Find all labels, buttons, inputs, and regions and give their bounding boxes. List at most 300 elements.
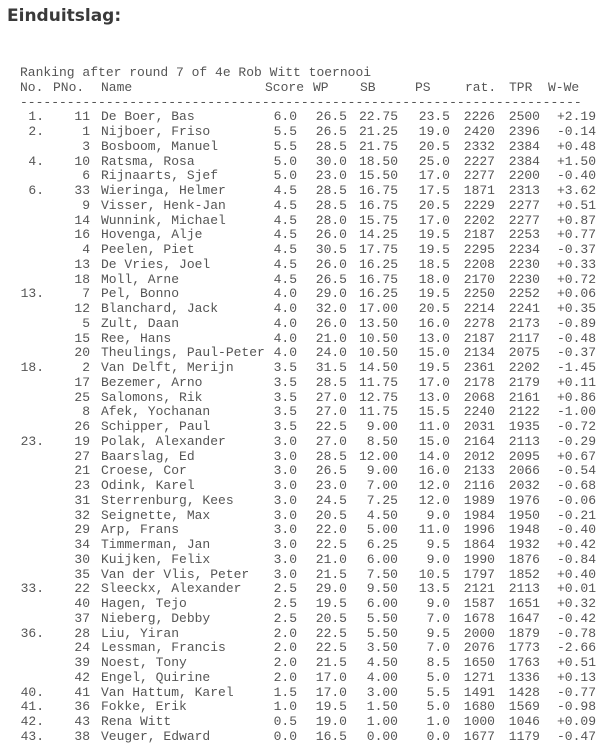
cell-ps: 15.5 <box>418 404 450 420</box>
cell-wp: 23.0 <box>315 168 347 184</box>
cell-name: Van Hattum, Karel <box>101 684 234 700</box>
cell-wwe: -0.48 <box>556 330 596 346</box>
cell-no <box>20 273 44 288</box>
table-header-row <box>20 81 601 96</box>
cell-wwe: -0.06 <box>556 492 596 508</box>
cell-tpr: 2500 <box>508 109 540 125</box>
cell-sb: 16.75 <box>358 271 398 287</box>
cell-wwe: +0.51 <box>556 197 596 213</box>
cell-wwe: +0.42 <box>556 537 596 552</box>
cell-wwe: +0.51 <box>556 655 596 670</box>
cell-pno: 29 <box>74 522 90 538</box>
cell-tpr: 2161 <box>508 389 540 405</box>
cell-wp: 26.5 <box>315 109 347 125</box>
cell-rat: 2000 <box>463 625 495 641</box>
cell-name: Schipper, Paul <box>101 419 211 434</box>
cell-pno: 18 <box>74 271 90 287</box>
table-row <box>20 568 601 583</box>
cell-pno: 5 <box>82 315 90 331</box>
table-row <box>20 715 601 730</box>
cell-tpr: 2313 <box>508 183 540 198</box>
cell-score: 4.5 <box>273 183 297 198</box>
cell-wwe: +0.35 <box>556 301 596 316</box>
cell-wp: 27.0 <box>315 433 347 449</box>
cell-sb: 15.75 <box>358 212 398 228</box>
cell-no: 13. <box>20 286 44 302</box>
cell-ps: 19.5 <box>418 286 450 302</box>
cell-pno: 39 <box>74 655 90 670</box>
cell-sb: 18.50 <box>358 153 398 169</box>
cell-wp: 20.5 <box>315 507 347 523</box>
table-row <box>20 523 601 538</box>
table-row <box>20 361 601 376</box>
cell-name: Rena Witt <box>101 714 172 729</box>
cell-rat: 1797 <box>463 566 495 582</box>
cell-wp: 22.5 <box>315 419 347 434</box>
cell-name: Liu, Yiran <box>101 625 180 641</box>
cell-score: 3.5 <box>273 404 297 420</box>
cell-wwe: +1.50 <box>556 153 596 169</box>
cell-pno: 34 <box>74 537 90 552</box>
cell-name: Croese, Cor <box>101 463 187 479</box>
cell-no <box>20 376 44 391</box>
cell-wp: 22.5 <box>315 625 347 641</box>
cell-ps: 10.5 <box>418 566 450 582</box>
cell-name: Sleeckx, Alexander <box>101 581 242 597</box>
cell-pno: 15 <box>74 330 90 346</box>
cell-ps: 17.0 <box>418 212 450 228</box>
cell-no <box>20 671 44 686</box>
cell-sb: 17.00 <box>358 301 398 316</box>
cell-sb: 16.25 <box>358 286 398 302</box>
cell-score: 3.0 <box>273 537 297 552</box>
cell-name: Visser, Henk-Jan <box>101 197 226 213</box>
cell-wp: 27.0 <box>315 389 347 405</box>
cell-wp: 20.5 <box>315 610 347 626</box>
cell-tpr: 1336 <box>508 669 540 685</box>
cell-ps: 8.5 <box>426 655 450 670</box>
cell-wp: 26.5 <box>315 463 347 479</box>
cell-score: 3.0 <box>273 448 297 464</box>
cell-sb: 4.50 <box>366 507 398 523</box>
cell-wp: 22.0 <box>315 522 347 538</box>
cell-no <box>20 568 44 583</box>
cell-ps: 11.0 <box>418 419 450 434</box>
table-row <box>20 125 601 140</box>
cell-wp: 21.0 <box>315 330 347 346</box>
table-row <box>20 376 601 391</box>
cell-wwe: -0.29 <box>556 433 596 449</box>
cell-wp: 28.5 <box>315 448 347 464</box>
cell-no <box>20 169 44 184</box>
cell-sb: 16.75 <box>358 197 398 213</box>
cell-name: Theulings, Paul-Peter <box>101 345 265 361</box>
cell-no <box>20 450 44 465</box>
cell-no <box>20 494 44 509</box>
cell-name: Bosboom, Manuel <box>101 138 219 154</box>
table-row <box>20 612 601 627</box>
cell-wwe: +0.67 <box>556 448 596 464</box>
table-row <box>20 627 601 642</box>
cell-tpr: 2113 <box>508 581 540 597</box>
cell-name: Engel, Quirine <box>101 669 211 685</box>
cell-score: 5.0 <box>273 153 297 169</box>
cell-rat: 2187 <box>463 330 495 346</box>
cell-tpr: 2179 <box>508 374 540 390</box>
cell-name: Polak, Alexander <box>101 433 226 449</box>
cell-name: Kuijken, Felix <box>101 551 211 567</box>
cell-name: Nijboer, Friso <box>101 124 211 139</box>
cell-ps: 9.5 <box>426 625 450 641</box>
cell-wp: 19.0 <box>315 714 347 729</box>
cell-wwe: -0.21 <box>556 507 596 523</box>
cell-tpr: 1976 <box>508 492 540 508</box>
cell-tpr: 2234 <box>508 242 540 257</box>
cell-score: 2.5 <box>273 596 297 611</box>
cell-score: 5.5 <box>273 138 297 154</box>
cell-score: 2.0 <box>273 655 297 670</box>
column-header-wp: WP <box>313 79 329 95</box>
cell-no: 43. <box>20 728 44 744</box>
cell-rat: 1677 <box>463 728 495 744</box>
cell-name: Ratsma, Rosa <box>101 153 195 169</box>
cell-name: Afek, Yochanan <box>101 404 211 420</box>
table-row <box>20 273 601 288</box>
cell-no: 36. <box>20 625 44 641</box>
cell-wwe: -0.72 <box>556 419 596 434</box>
cell-pno: 28 <box>74 625 90 641</box>
cell-wp: 30.5 <box>315 242 347 257</box>
cell-wp: 16.5 <box>315 728 347 744</box>
column-header-tpr: TPR <box>509 79 533 95</box>
table-row <box>20 258 601 273</box>
cell-no: 42. <box>20 714 44 729</box>
cell-wp: 21.5 <box>315 566 347 582</box>
cell-wp: 17.0 <box>315 669 347 685</box>
page-title: Einduitslag: <box>7 6 122 26</box>
cell-sb: 10.50 <box>358 345 398 361</box>
cell-wwe: +2.19 <box>556 109 596 125</box>
cell-ps: 25.0 <box>418 153 450 169</box>
cell-wwe: +3.62 <box>556 183 596 198</box>
cell-rat: 2250 <box>463 286 495 302</box>
cell-no: 18. <box>20 360 44 375</box>
cell-rat: 2420 <box>463 124 495 139</box>
cell-name: Arp, Frans <box>101 522 180 538</box>
cell-wp: 26.0 <box>315 256 347 272</box>
cell-sb: 1.50 <box>366 699 398 715</box>
cell-sb: 7.50 <box>366 566 398 582</box>
cell-rat: 2227 <box>463 153 495 169</box>
cell-ps: 9.0 <box>426 507 450 523</box>
cell-score: 1.0 <box>273 699 297 715</box>
cell-pno: 31 <box>74 492 90 508</box>
cell-sb: 12.75 <box>358 389 398 405</box>
cell-tpr: 2230 <box>508 271 540 287</box>
table-row <box>20 243 601 258</box>
cell-name: Hagen, Tejo <box>101 596 187 611</box>
cell-pno: 17 <box>74 374 90 390</box>
cell-rat: 2214 <box>463 301 495 316</box>
cell-ps: 9.0 <box>426 551 450 567</box>
cell-sb: 15.50 <box>358 168 398 184</box>
cell-sb: 21.25 <box>358 124 398 139</box>
cell-no <box>20 302 44 317</box>
cell-rat: 1680 <box>463 699 495 715</box>
cell-ps: 5.5 <box>426 684 450 700</box>
cell-wp: 30.0 <box>315 153 347 169</box>
cell-no <box>20 597 44 612</box>
cell-name: Ree, Hans <box>101 330 172 346</box>
cell-rat: 2202 <box>463 212 495 228</box>
cell-wwe: +0.13 <box>556 669 596 685</box>
cell-pno: 1 <box>82 124 90 139</box>
cell-pno: 40 <box>74 596 90 611</box>
table-separator: ------------------------------------------------------------------------ <box>20 94 582 110</box>
cell-no: 40. <box>20 684 44 700</box>
cell-name: Veuger, Edward <box>101 728 211 744</box>
cell-tpr: 2384 <box>508 138 540 154</box>
cell-pno: 3 <box>82 138 90 154</box>
cell-ps: 13.0 <box>418 389 450 405</box>
cell-tpr: 1569 <box>508 699 540 715</box>
cell-ps: 5.0 <box>426 669 450 685</box>
table-row <box>20 110 601 125</box>
cell-ps: 12.0 <box>418 478 450 493</box>
cell-pno: 25 <box>74 389 90 405</box>
cell-rat: 2076 <box>463 640 495 656</box>
cell-sb: 10.50 <box>358 330 398 346</box>
cell-tpr: 1876 <box>508 551 540 567</box>
cell-name: Lessman, Francis <box>101 640 226 656</box>
cell-pno: 33 <box>74 183 90 198</box>
cell-score: 3.0 <box>273 463 297 479</box>
cell-wp: 24.0 <box>315 345 347 361</box>
cell-pno: 36 <box>74 699 90 715</box>
cell-wwe: -0.98 <box>556 699 596 715</box>
cell-wp: 27.0 <box>315 404 347 420</box>
cell-name: De Vries, Joel <box>101 256 211 272</box>
cell-rat: 1678 <box>463 610 495 626</box>
cell-pno: 20 <box>74 345 90 361</box>
table-row <box>20 317 601 332</box>
cell-ps: 20.5 <box>418 197 450 213</box>
table-caption: Ranking after round 7 of 4e Rob Witt toernooi <box>20 65 372 80</box>
column-header-name: Name <box>101 79 133 95</box>
cell-tpr: 1852 <box>508 566 540 582</box>
cell-rat: 1650 <box>463 655 495 670</box>
cell-pno: 43 <box>74 714 90 729</box>
cell-tpr: 1179 <box>508 728 540 744</box>
cell-no: 4. <box>28 153 44 169</box>
cell-tpr: 2384 <box>508 153 540 169</box>
cell-wp: 28.5 <box>315 138 347 154</box>
cell-pno: 9 <box>82 197 90 213</box>
cell-score: 4.0 <box>273 301 297 316</box>
table-row <box>20 450 601 465</box>
cell-sb: 5.00 <box>366 522 398 538</box>
table-row <box>20 214 601 229</box>
cell-ps: 17.5 <box>418 183 450 198</box>
cell-score: 3.5 <box>273 419 297 434</box>
cell-tpr: 2122 <box>508 404 540 420</box>
cell-wwe: +0.06 <box>556 286 596 302</box>
cell-wwe: +0.40 <box>556 566 596 582</box>
cell-wp: 23.0 <box>315 478 347 493</box>
cell-score: 2.0 <box>273 640 297 656</box>
table-row <box>20 509 601 524</box>
cell-rat: 1871 <box>463 183 495 198</box>
cell-wwe: +0.77 <box>556 227 596 243</box>
cell-pno: 22 <box>74 581 90 597</box>
cell-no <box>20 140 44 155</box>
table-row <box>20 302 601 317</box>
cell-rat: 2068 <box>463 389 495 405</box>
cell-wwe: +0.09 <box>556 714 596 729</box>
cell-name: Noest, Tony <box>101 655 187 670</box>
cell-wp: 28.0 <box>315 212 347 228</box>
cell-tpr: 2173 <box>508 315 540 331</box>
cell-name: Salomons, Rik <box>101 389 203 405</box>
cell-score: 3.0 <box>273 522 297 538</box>
cell-score: 4.5 <box>273 197 297 213</box>
cell-tpr: 1046 <box>508 714 540 729</box>
cell-rat: 2332 <box>463 138 495 154</box>
cell-ps: 9.5 <box>426 537 450 552</box>
cell-wwe: -0.77 <box>556 684 596 700</box>
cell-score: 3.0 <box>273 566 297 582</box>
cell-ps: 11.0 <box>418 522 450 538</box>
cell-wp: 29.0 <box>315 286 347 302</box>
cell-tpr: 1950 <box>508 507 540 523</box>
cell-tpr: 1935 <box>508 419 540 434</box>
cell-wwe: +0.86 <box>556 389 596 405</box>
cell-no <box>20 258 44 273</box>
cell-sb: 13.50 <box>358 315 398 331</box>
cell-rat: 1864 <box>463 537 495 552</box>
table-row <box>20 420 601 435</box>
table-row <box>20 464 601 479</box>
cell-wwe: -0.42 <box>556 610 596 626</box>
cell-wp: 28.5 <box>315 183 347 198</box>
cell-sb: 0.00 <box>366 728 398 744</box>
cell-sb: 21.75 <box>358 138 398 154</box>
cell-tpr: 2200 <box>508 168 540 184</box>
cell-score: 3.0 <box>273 478 297 493</box>
cell-wwe: +0.11 <box>556 374 596 390</box>
cell-sb: 4.50 <box>366 655 398 670</box>
cell-no <box>20 420 44 435</box>
cell-name: Sterrenburg, Kees <box>101 492 234 508</box>
cell-ps: 20.5 <box>418 138 450 154</box>
cell-no <box>20 332 44 347</box>
cell-ps: 18.5 <box>418 256 450 272</box>
table-row <box>20 346 601 361</box>
cell-name: Wieringa, Helmer <box>101 183 226 198</box>
cell-rat: 2226 <box>463 109 495 125</box>
cell-name: Wunnink, Michael <box>101 212 226 228</box>
cell-name: Seignette, Max <box>101 507 211 523</box>
cell-pno: 27 <box>74 448 90 464</box>
table-row <box>20 479 601 494</box>
cell-tpr: 1948 <box>508 522 540 538</box>
cell-no: 41. <box>20 699 44 715</box>
table-row <box>20 169 601 184</box>
table-row <box>20 494 601 509</box>
cell-ps: 5.0 <box>426 699 450 715</box>
table-body <box>20 110 601 744</box>
cell-no <box>20 612 44 627</box>
column-header-ps: PS <box>415 79 431 95</box>
cell-wwe: -0.84 <box>556 551 596 567</box>
cell-name: De Boer, Bas <box>101 109 195 125</box>
cell-no <box>20 214 44 229</box>
cell-score: 5.0 <box>273 168 297 184</box>
cell-wwe: -0.47 <box>556 728 596 744</box>
table-row <box>20 686 601 701</box>
cell-score: 4.5 <box>273 256 297 272</box>
cell-no <box>20 391 44 406</box>
cell-wwe: -1.00 <box>556 404 596 420</box>
cell-wwe: -0.78 <box>556 625 596 641</box>
cell-wp: 22.5 <box>315 537 347 552</box>
cell-no <box>20 464 44 479</box>
cell-ps: 13.0 <box>418 330 450 346</box>
cell-rat: 2187 <box>463 227 495 243</box>
cell-name: Odink, Karel <box>101 478 195 493</box>
cell-wwe: +0.48 <box>556 138 596 154</box>
cell-tpr: 2241 <box>508 301 540 316</box>
cell-rat: 2295 <box>463 242 495 257</box>
cell-rat: 2277 <box>463 168 495 184</box>
cell-pno: 4 <box>82 242 90 257</box>
cell-wp: 21.5 <box>315 655 347 670</box>
cell-ps: 16.0 <box>418 315 450 331</box>
cell-ps: 1.0 <box>426 714 450 729</box>
cell-name: Zult, Daan <box>101 315 180 331</box>
table-row <box>20 199 601 214</box>
cell-sb: 4.00 <box>366 669 398 685</box>
cell-ps: 15.0 <box>418 433 450 449</box>
table-row <box>20 671 601 686</box>
cell-pno: 35 <box>74 566 90 582</box>
cell-wwe: -2.66 <box>556 640 596 656</box>
cell-tpr: 1879 <box>508 625 540 641</box>
table-row <box>20 597 601 612</box>
cell-pno: 42 <box>74 669 90 685</box>
table-row <box>20 582 601 597</box>
cell-ps: 15.0 <box>418 345 450 361</box>
cell-score: 4.5 <box>273 227 297 243</box>
cell-wp: 26.5 <box>315 124 347 139</box>
cell-sb: 9.00 <box>366 419 398 434</box>
table-row <box>20 641 601 656</box>
cell-tpr: 1932 <box>508 537 540 552</box>
cell-name: Moll, Arne <box>101 271 180 287</box>
column-header-sb: SB <box>360 79 376 95</box>
table-row <box>20 391 601 406</box>
cell-rat: 2031 <box>463 419 495 434</box>
cell-sb: 3.00 <box>366 684 398 700</box>
table-row <box>20 405 601 420</box>
cell-sb: 11.75 <box>358 374 398 390</box>
cell-rat: 2164 <box>463 433 495 449</box>
cell-no <box>20 346 44 361</box>
cell-ps: 23.5 <box>418 109 450 125</box>
cell-ps: 19.5 <box>418 227 450 243</box>
cell-tpr: 2066 <box>508 463 540 479</box>
cell-rat: 2178 <box>463 374 495 390</box>
